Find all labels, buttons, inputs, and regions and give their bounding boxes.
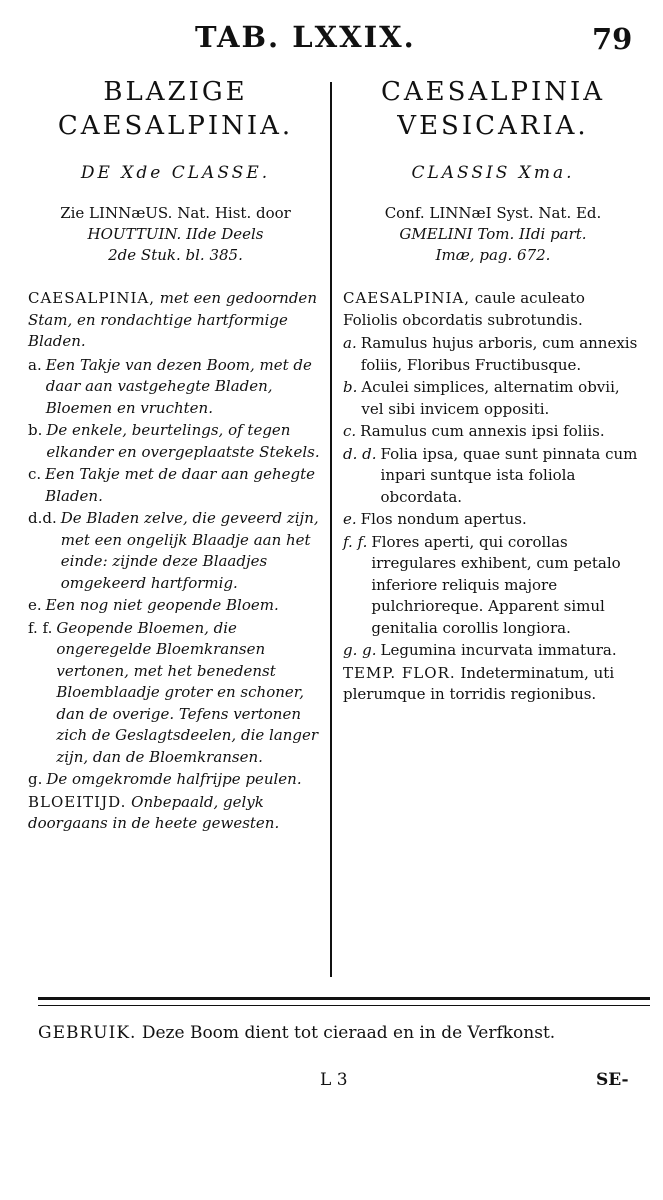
entry-text: Een nog niet geopende Bloem. [45,596,279,614]
entry-label: f. f. [343,532,368,551]
right-lead-text: caule aculeato Foliolis obcordatis subrotundis. [343,289,585,329]
signature-mark: L 3 [320,1070,348,1090]
left-ref-line1: Zie LINNæUS. Nat. Hist. door [60,204,291,222]
entry-label: g. g. [343,641,377,659]
entry-label: e. [343,510,357,528]
plate-title: TAB. LXXIX. [195,20,416,54]
entry-text: Ramulus hujus arboris, cum annexis foliis, Floribus Fructibusque. [360,334,638,374]
right-title-line2: VESICARIA. [397,111,589,141]
entry-text: De omgekromde halfrijpe peulen. [46,770,302,788]
entry-label: c. [343,422,357,440]
right-entry-c [343,421,643,443]
entry-label: a. [343,334,357,352]
catchword: SE- [596,1070,629,1090]
bloeitijd-text: Onbepaald, gelyk doorgaans in de heete gewesten. [28,792,280,832]
entry-label: e. [28,596,42,614]
left-entry-e [28,595,323,617]
right-lead-description [343,288,643,331]
entry-label: b. [28,421,43,439]
entry-text: Flos nondum apertus. [360,510,527,528]
left-ref-line3: 2de Stuk. bl. 385. [108,246,243,264]
right-entries [343,288,643,706]
left-title [28,75,323,143]
left-entry-f [28,618,323,769]
entry-label: b. [343,378,358,396]
right-entry-e [343,509,643,531]
temp-flor-label: TEMP. FLOR. [343,663,456,682]
right-ref-line2: GMELINI Tom. IIdi part. [399,225,587,243]
right-ref-line1: Conf. LINNæI Syst. Nat. Ed. [384,204,602,222]
right-class-line: CLASSIS Xma. [411,163,575,183]
column-divider [330,82,332,977]
entry-text: Een Takje van dezen Boom, met de daar aan vastgehegte Bladen, Bloemen en vruchten. [45,355,312,417]
gebruik-label: GEBRUIK. [38,1023,137,1043]
entry-label: a. [28,355,42,374]
left-lead-name: CAESALPINIA, [28,289,155,307]
left-column-dutch [28,75,323,835]
right-entry-a [343,333,643,376]
left-entries [28,288,323,835]
bloeitijd-label: BLOEITIJD. [28,792,127,811]
left-flowering-time [28,792,323,835]
left-lead-description [28,288,323,353]
right-entry-d [343,444,643,509]
entry-label: g. [28,770,43,788]
temp-flor-text: Indeterminatum, uti plerumque in torridis regionibus. [343,663,615,703]
entry-text: Aculei simplices, alternatim obvii, vel sibi invicem oppositi. [361,378,620,418]
right-lead-name: CAESALPINIA, [343,289,470,307]
left-entry-d [28,508,323,594]
right-entry-g [343,640,643,662]
right-title [343,75,643,143]
left-lead-text: met een gedoornden Stam, en rondachtige hartformige Bladen. [28,289,317,350]
right-title-line1: CAESALPINIA [380,77,606,107]
entry-text: Ramulus cum annexis ipsi foliis. [360,422,605,440]
entry-text: Flores aperti, qui corollas irregulares exhibent, cum petalo inferiore reliquis majore pulchrioreque. Apparent simul genitalia corollis longiora. [371,532,621,637]
entry-label: d.d. [28,509,57,527]
right-reference [343,203,643,266]
left-ref-line2: HOUTTUIN. IIde Deels [87,225,264,243]
right-column-latin [343,75,643,706]
footer-rule [38,997,650,1000]
right-entry-b [343,377,643,420]
left-entry-g [28,769,323,791]
right-ref-line3: Imæ, pag. 672. [435,246,551,264]
entry-label: c. [28,465,42,483]
left-title-line1: BLAZIGE [103,77,248,107]
usage-note [38,1022,644,1044]
left-reference [28,203,323,266]
right-flowering-time [343,663,643,706]
entry-text: De Bladen zelve, die geveerd zijn, met een ongelijk Blaadje aan het einde: zijnde deze Blaadjes omgekeerd hartformig. [60,509,319,592]
entry-text: Legumina incurvata immatura. [380,641,617,659]
right-entry-f [343,532,643,640]
entry-text: Geopende Bloemen, die ongeregelde Bloemkransen vertonen, met het benedenst Bloemblaadje groter en schoner, dan de overige. Tefens vertonen zich de Geslagtsdeelen, die langer zijn, dan de Bloemkransen. [56,618,319,766]
gebruik-text: Deze Boom dient tot cieraad en in de Verfkonst. [141,1023,556,1043]
page-number: 79 [592,22,633,56]
entry-label: f. f. [28,618,53,637]
left-title-line2: CAESALPINIA. [57,111,294,141]
left-entry-b [28,420,323,463]
entry-text: Een Takje met de daar aan gehegte Bladen. [45,465,316,505]
left-entry-c [28,464,323,507]
left-entry-a [28,355,323,420]
entry-text: De enkele, beurtelings, of tegen elkander en overgeplaatste Stekels. [46,421,320,461]
entry-label: d. d. [343,444,377,463]
entry-text: Folia ipsa, quae sunt pinnata cum inpari suntque ista foliola obcordata. [380,444,638,506]
footer-rule-thin [38,1005,650,1006]
left-class-line: DE Xde CLASSE. [80,163,271,183]
